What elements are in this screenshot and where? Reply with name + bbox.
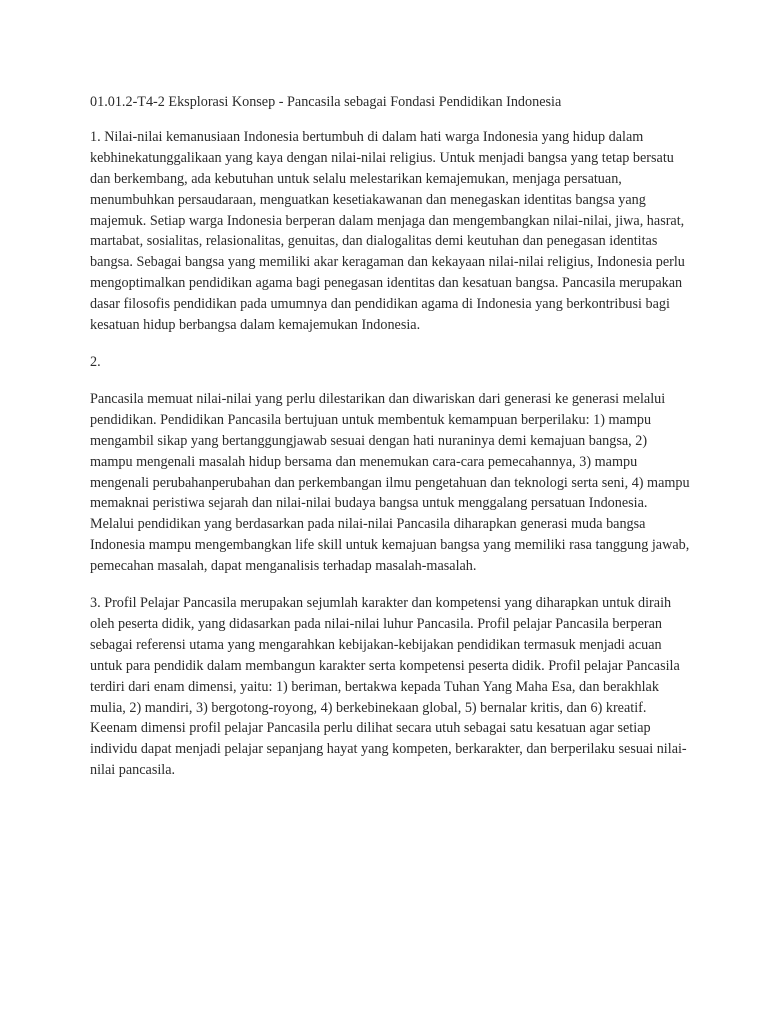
paragraph-2: Pancasila memuat nilai-nilai yang perlu dilestarikan dan diwariskan dari generasi ke generasi melalui pendidikan. Pendidikan Pancasila bertujuan untuk membentuk kemampuan berperilaku: 1) mampu mengambil sikap yang bertanggungjawab sesuai dengan hati nuraninya demi kemajuan bangsa, 2) mampu mengenali masalah hidup bersama dan menemukan cara-cara pemecahannya, 3) mampu mengenali perubahanperubahan dan perkembangan ilmu pengetahuan dan teknologi serta seni, 4) mampu memaknai peristiwa sejarah dan nilai-nilai budaya bangsa untuk menggalang persatuan Indonesia. Melalui pendidikan yang berdasarkan pada nilai-nilai Pancasila diharapkan generasi muda bangsa Indonesia mampu mengembangkan life skill untuk kemajuan bangsa yang memiliki rasa tanggung jawab, pemecahan masalah, dapat menganalisis terhadap masalah-masalah. xyxy=(90,390,690,575)
paragraph-3: 3. Profil Pelajar Pancasila merupakan sejumlah karakter dan kompetensi yang diharapkan untuk diraih oleh peserta didik, yang didasarkan pada nilai-nilai luhur Pancasila. Profil pelajar Pancasila berperan sebagai referensi utama yang mengarahkan kebijakan-kebijakan pendidikan termasuk menjadi acuan untuk para pendidik dalam membangun karakter serta kompetensi peserta didik. Profil pelajar Pancasila terdiri dari enam dimensi, yaitu: 1) beriman, bertakwa kepada Tuhan Yang Maha Esa, dan berakhlak mulia, 2) mandiri, 3) bergotong-royong, 4) berkebinekaan global, 5) bernalar kritis, dan 6) kreatif. Keenam dimensi profil pelajar Pancasila perlu dilihat secara utuh sebagai satu kesatuan agar setiap individu dapat menjadi pelajar sepanjang hayat yang kompeten, berkarakter, dan berperilaku sesuai nilai-nilai pancasila. xyxy=(90,595,687,779)
paragraph-2-number: 2. xyxy=(90,353,101,370)
document-title: 01.01.2-T4-2 Eksplorasi Konsep - Pancasila sebagai Fondasi Pendidikan Indonesia xyxy=(90,94,562,110)
paragraph-1: 1. Nilai-nilai kemanusiaan Indonesia bertumbuh di dalam hati warga Indonesia yang hidup dalam kebhinekatunggalikaan yang kaya dengan nilai-nilai religius. Untuk menjadi bangsa yang tetap bersatu dan berkembang, ada kebutuhan untuk selalu melestarikan kemajemukan, menjaga persatuan, menumbuhkan persaudaraan, menguatkan kesetiakawanan dan menegaskan identitas bangsa yang majemuk. Setiap warga Indonesia berperan dalam menjaga dan mengembangkan nilai-nilai, jiwa, hasrat, martabat, sosialitas, relasionalitas, genuitas, dan dialogalitas demi keutuhan dan penegasan identitas bangsa. Sebagai bangsa yang memiliki akar keragaman dan kekayaan nilai-nilai religius, Indonesia perlu mengoptimalkan pendidikan agama bagi penegasan identitas dan kesatuan bangsa. Pancasila merupakan dasar filosofis pendidikan pada umumnya dan pendidikan agama di Indonesia yang berkontribusi bagi kesatuan hidup berbangsa dalam kemajemukan Indonesia. xyxy=(90,128,685,334)
document-page xyxy=(90,92,690,797)
